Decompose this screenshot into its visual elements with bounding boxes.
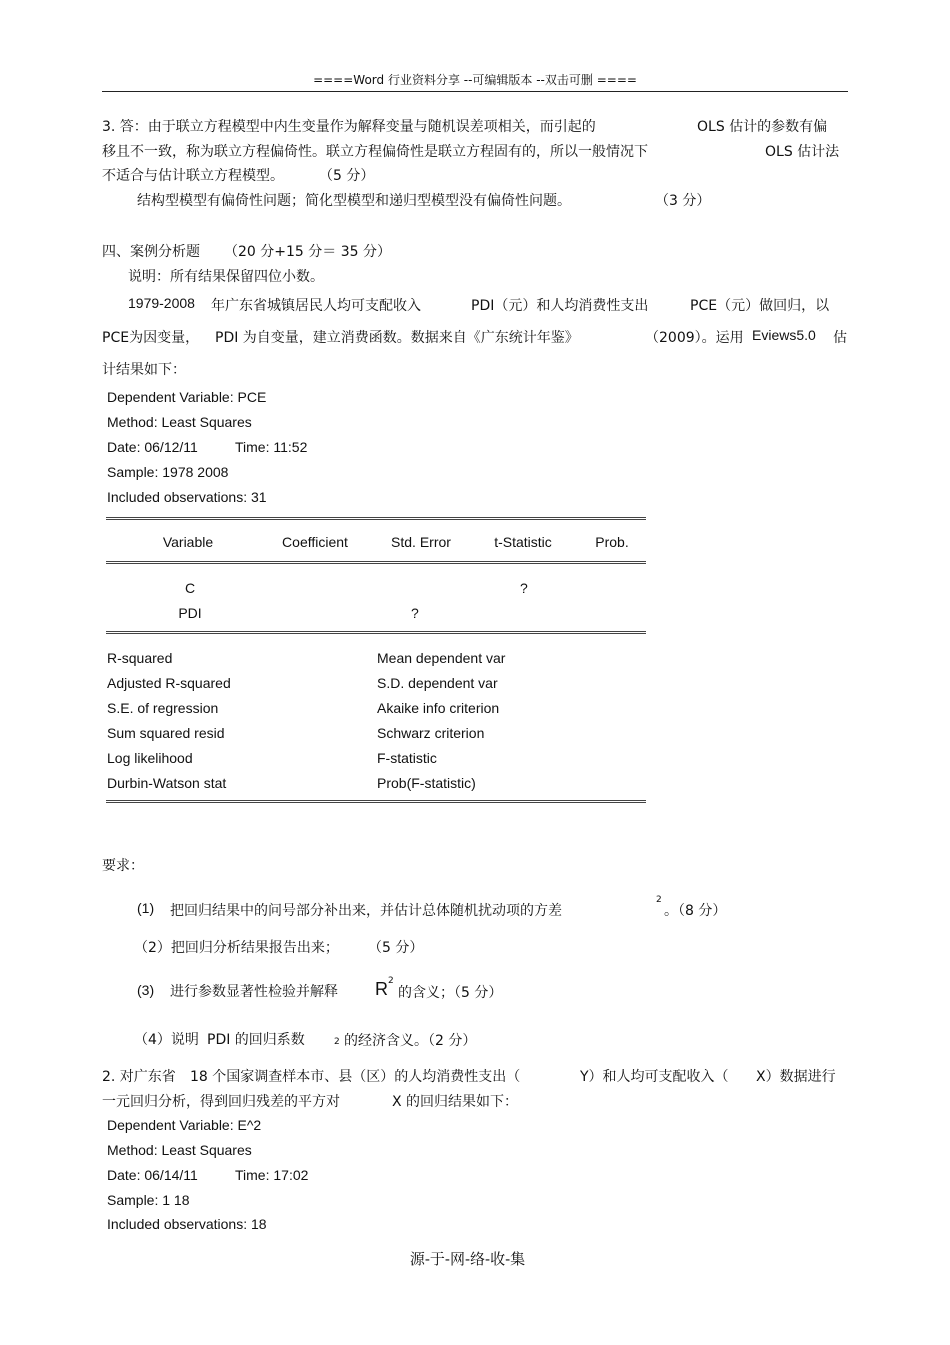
eviews1-method: Method: Least Squares <box>107 414 252 430</box>
table1-row-pdi-variable: PDI <box>178 605 202 621</box>
eviews1-sample: Sample: 1978 2008 <box>107 464 229 480</box>
stat-akaike: Akaike info criterion <box>377 700 500 716</box>
eviews1-dependent-variable: Dependent Variable: PCE <box>107 389 267 405</box>
answer3-line4-text: 结构型模型有偏倚性问题；简化型模型和递归型模型没有偏倚性问题。 <box>137 193 571 209</box>
answer3-line2-tail: OLS 估计法 <box>765 144 840 160</box>
stat-mean-dependent: Mean dependent var <box>377 650 506 666</box>
table1-header-t-statistic: t-Statistic <box>494 534 552 550</box>
q2-line1-text3: Y）和人均可支配收入（ <box>580 1069 729 1085</box>
table1-row-c-variable: C <box>184 580 196 596</box>
stat-f-statistic: F-statistic <box>377 750 437 766</box>
stat-log-likelihood: Log likelihood <box>107 750 193 766</box>
case-para1-text2: PDI（元）和人均消费性支出 <box>471 298 649 314</box>
case-para2-text2: PDI 为自变量，建立消费函数。数据来自《广东统计年鉴》 <box>215 330 579 346</box>
answer3-line1-tail: OLS 估计的参数有偏 <box>697 119 828 135</box>
req1-sigma-superscript: 2 <box>656 895 662 905</box>
stat-schwarz: Schwarz criterion <box>377 725 485 741</box>
case-para2-software: Eviews5.0 <box>752 327 816 343</box>
table1-header-coefficient: Coefficient <box>282 534 348 550</box>
q2-line1-text4: X）数据进行 <box>756 1069 836 1085</box>
table1-header-prob: Prob. <box>595 534 629 550</box>
section4-note: 说明：所有结果保留四位小数。 <box>128 269 324 285</box>
section4-points: （20 分+15 分＝ 35 分） <box>224 244 391 260</box>
stat-durbin-watson: Durbin-Watson stat <box>107 775 227 791</box>
req4-beta-subscript: 2 <box>334 1037 340 1047</box>
req4-text1: （4）说明 <box>134 1032 199 1048</box>
req3-number: (3) <box>137 982 155 998</box>
eviews2-observations: Included observations: 18 <box>107 1216 267 1232</box>
q2-line1-text2: 18 个国家调查样本市、县（区）的人均消费性支出（ <box>190 1069 521 1085</box>
answer3-line1-text: 3. 答：由于联立方程模型中内生变量作为解释变量与随机误差项相关，而引起的 <box>102 119 596 135</box>
stat-adjusted-r-squared: Adjusted R-squared <box>107 675 231 691</box>
answer3-line4-points: （3 分） <box>655 193 711 209</box>
table1-body-rule <box>106 631 646 634</box>
eviews1-time: Time: 11:52 <box>235 439 308 455</box>
section4-title: 四、案例分析题 <box>102 244 200 260</box>
table1-row-pdi-stderr-unknown: ? <box>411 605 419 621</box>
stat-prob-f: Prob(F-statistic) <box>377 775 476 791</box>
page-header: ====Word 行业资料分享 --可编辑版本 --双击可删 ==== <box>313 73 637 87</box>
q2-line1-text1: 2. 对广东省 <box>102 1069 176 1085</box>
q2-line2-text2: X 的回归结果如下： <box>392 1094 519 1110</box>
case-para1-text3: PCE（元）做回归，以 <box>690 298 830 314</box>
case-para1-years: 1979-2008 <box>128 295 195 311</box>
eviews2-dependent-variable: Dependent Variable: E^2 <box>107 1117 262 1133</box>
eviews2-method: Method: Least Squares <box>107 1142 252 1158</box>
table1-header-variable: Variable <box>162 534 214 550</box>
req2-points: （5 分） <box>368 940 424 956</box>
page-footer: 源-于-网-络-收-集 <box>409 1250 526 1268</box>
answer3-line2-text: 移且不一致，称为联立方程偏倚性。联立方程偏倚性是联立方程固有的，所以一般情况下 <box>102 144 648 160</box>
table1-bottom-rule <box>106 800 646 803</box>
stat-se-regression: S.E. of regression <box>107 700 219 716</box>
req1-number: (1) <box>137 900 155 916</box>
req3-r-superscript: 2 <box>388 976 394 986</box>
eviews2-time: Time: 17:02 <box>235 1167 309 1183</box>
req3-tail: 的含义；（5 分） <box>398 985 503 1001</box>
requirements-title: 要求： <box>102 858 144 874</box>
case-para2-text3: （2009）。运用 <box>645 330 744 346</box>
table1-top-rule <box>106 517 646 520</box>
req4-tail: 的经济含义。（2 分） <box>344 1033 477 1049</box>
req2-text: （2）把回归分析结果报告出来； <box>134 940 339 956</box>
answer3-line3-text: 不适合与估计联立方程模型。 <box>102 168 284 184</box>
req4-text2: PDI 的回归系数 <box>207 1032 305 1048</box>
answer3-line3-points: （5 分） <box>319 168 375 184</box>
case-para1-text1: 年广东省城镇居民人均可支配收入 <box>211 298 421 314</box>
case-para2-text4: 估 <box>833 330 847 346</box>
req1-text: 把回归结果中的问号部分补出来，并估计总体随机扰动项的方差 <box>170 903 562 919</box>
req3-text: 进行参数显著性检验并解释 <box>170 984 338 1000</box>
eviews2-date: Date: 06/14/11 <box>107 1167 198 1183</box>
table1-row-c-tstat-unknown: ? <box>520 580 528 596</box>
eviews1-date: Date: 06/12/11 <box>107 439 198 455</box>
stat-sum-squared-resid: Sum squared resid <box>107 725 225 741</box>
req3-r-symbol: R <box>375 979 388 999</box>
table1-header-std-error: Std. Error <box>391 534 451 550</box>
eviews2-sample: Sample: 1 18 <box>107 1192 190 1208</box>
stat-sd-dependent: S.D. dependent var <box>377 675 498 691</box>
case-para2-text1: PCE为因变量， <box>102 330 200 346</box>
q2-line2-text1: 一元回归分析，得到回归残差的平方对 <box>102 1094 340 1110</box>
table1-header-rule <box>106 561 646 564</box>
case-para3-text: 计结果如下： <box>102 362 186 378</box>
stat-r-squared: R-squared <box>107 650 173 666</box>
eviews1-observations: Included observations: 31 <box>107 489 267 505</box>
req1-points: 。（8 分） <box>664 903 727 919</box>
header-rule <box>102 91 848 92</box>
